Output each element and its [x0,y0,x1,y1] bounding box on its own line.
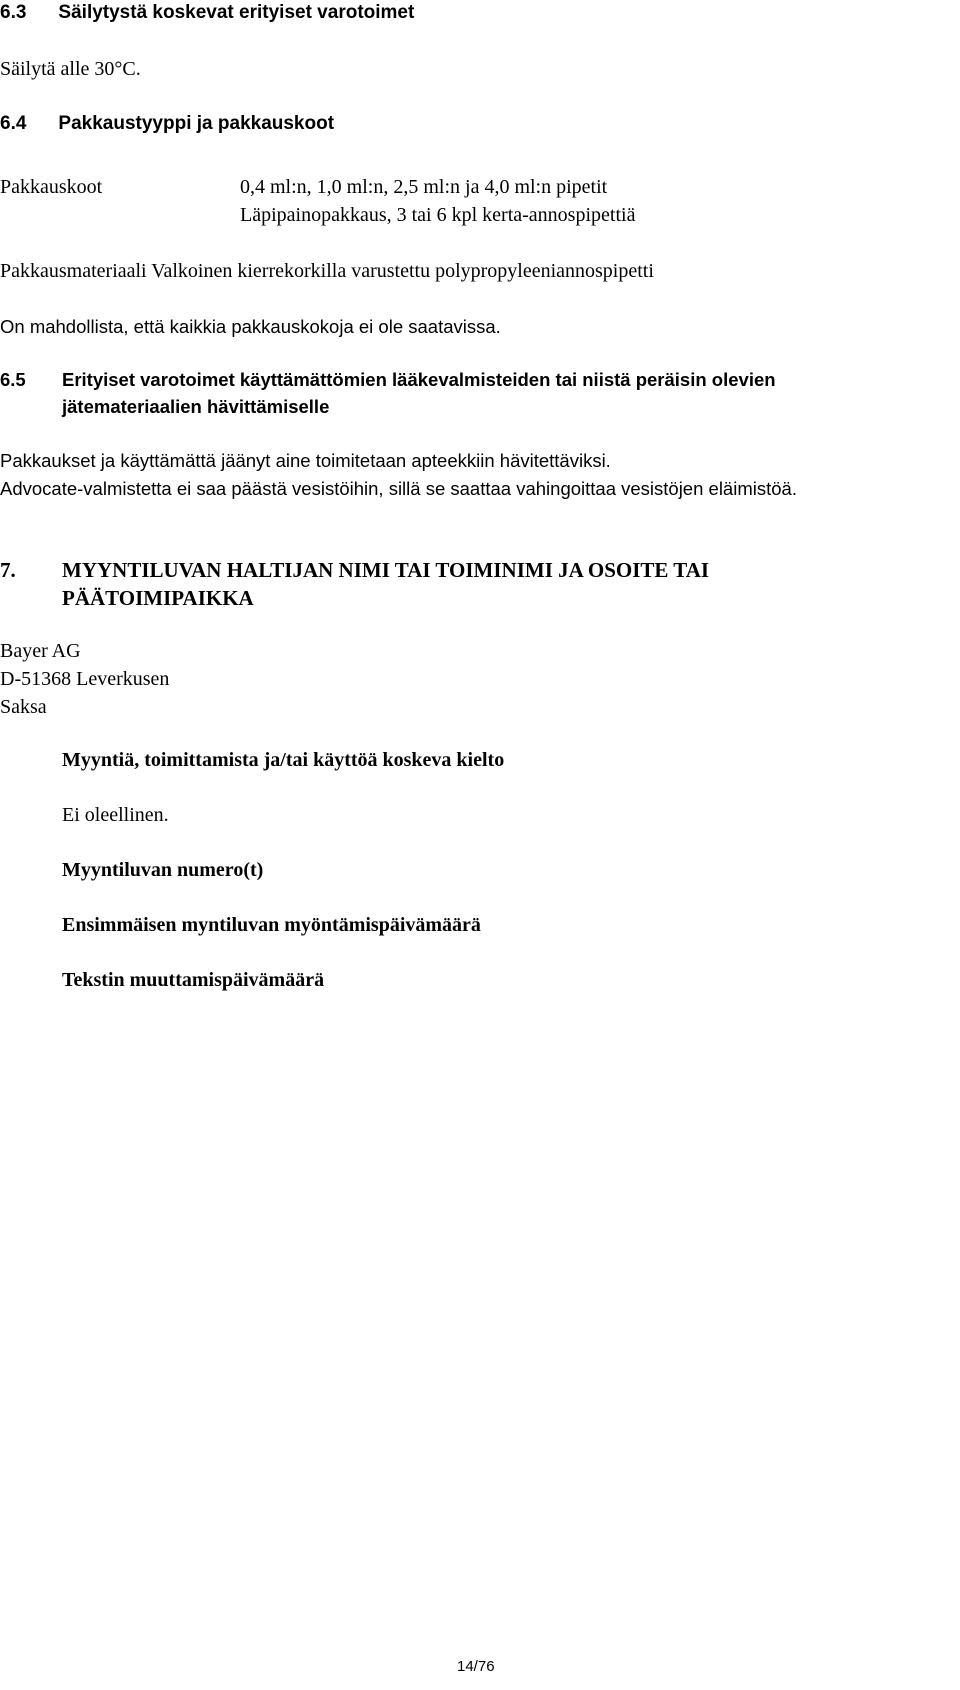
marketing-number-heading: Myyntiluvan numero(t) [62,859,264,881]
holder-address-line-1: Bayer AG [0,640,81,662]
section-7-number: 7. [0,558,16,582]
section-title: Säilytystä koskevat erityiset varotoimet [58,2,415,23]
section-number: 6.4 [0,113,27,134]
section-7-title-line-1: MYYNTILUVAN HALTIJAN NIMI TAI TOIMINIMI JA OSOITE TAI [62,558,710,582]
restrictions-text: Ei oleellinen. [62,804,169,826]
disposal-text-2: Advocate-valmistetta ei saa päästä vesistöihin, sillä se saattaa vahingoittaa vesistöjen eläimistöä. [0,478,797,499]
section-6-5-title-line-2: jätemateriaalien hävittämiselle [62,396,330,417]
section-6-5-number: 6.5 [0,369,26,390]
section-7-title-line-2: PÄÄTOIMIPAIKKA [62,586,254,610]
restrictions-heading: Myyntiä, toimittamista ja/tai käyttöä koskeva kielto [62,749,505,771]
pack-availability-note: On mahdollista, että kaikkia pakkauskokoja ei ole saatavissa. [0,316,501,337]
holder-address-line-3: Saksa [0,696,47,718]
storage-text: Säilytä alle 30°C. [0,58,141,80]
pack-sizes-label: Pakkauskoot [0,176,103,198]
holder-address-line-2: D-51368 Leverkusen [0,668,170,690]
revision-date-heading: Tekstin muuttamispäivämäärä [62,969,325,991]
section-title: Pakkaustyyppi ja pakkauskoot [58,113,335,134]
section-6-5-title-line-1: Erityiset varotoimet käyttämättömien lääkevalmisteiden tai niistä peräisin olevien [62,369,776,390]
pack-sizes-line-2: Läpipainopakkaus, 3 tai 6 kpl kerta-annospipettiä [240,204,636,226]
section-6-3-heading [0,2,414,24]
section-number: 6.3 [0,2,27,23]
pack-material-value: Valkoinen kierrekorkilla varustettu polypropyleeniannospipetti [151,260,654,282]
disposal-text-1: Pakkaukset ja käyttämättä jäänyt aine toimitetaan apteekkiin hävitettäviksi. [0,450,611,471]
page-number: 14/76 [457,1658,495,1675]
section-6-4-heading [0,113,334,135]
first-authorisation-heading: Ensimmäisen myntiluvan myöntämispäivämäärä [62,914,481,936]
pack-material-label: Pakkausmateriaali [0,260,147,282]
pack-sizes-line-1: 0,4 ml:n, 1,0 ml:n, 2,5 ml:n ja 4,0 ml:n pipetit [240,176,608,198]
pack-material [0,260,654,283]
